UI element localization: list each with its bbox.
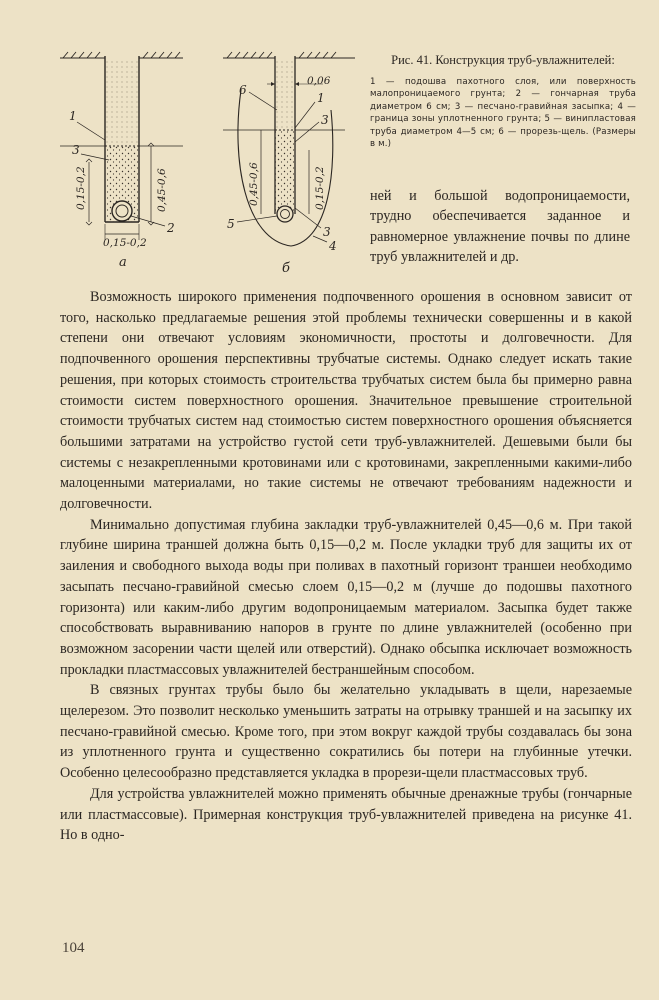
label-1b: 1 [317, 91, 325, 105]
label-3b: 3 [321, 113, 329, 127]
dim-015-02-bottom: 0,15-0,2 [103, 237, 147, 249]
label-6: 6 [239, 83, 247, 97]
dim-006: 0,06 [307, 75, 331, 87]
figure-caption [370, 52, 636, 150]
diagram-a [60, 52, 183, 270]
dim-015-02-left: 0,15-0,2 [75, 166, 87, 210]
label-3: 3 [72, 143, 80, 157]
paragraph: В связных грунтах трубы было бы желательно укладывать в щели, нарезаемые щелерезом. Это позволит несколько уменьшить затраты на отрывку траншей и на засыпку их песчано-гравийной смесью. Кроме того, при этом вокруг каждой трубы создавалась бы зона из уплотненного грунта и существенно сократились бы потери на глубинные утечки. Особенно целесообразно представляется укладка в прорези-щели пластмассовых труб. [60, 682, 632, 782]
label-3: 3 [323, 225, 331, 239]
label-a: а [119, 255, 127, 270]
dim-045-06-left: 0,45-0,6 [156, 168, 168, 212]
label-1: 1 [69, 109, 77, 123]
figure-41 [55, 50, 365, 282]
paragraph: Возможность широкого применения подпочвенного орошения в основном зависит от того, насколько предлагаемые решения этой проблемы технически совершенны и в какой степени они отвечают условиям экономичности, простоты и долговечности. Для подпочвенного орошения перспективны трубчатые системы. Однако следует искать такие решения, при которых стоимость строительства трубчатых систем была бы примерно равна стоимости систем поверхностного орошения. Значительное превышение строительной стоимости трубчатых систем над стоимостью систем поверхностного орошения объясняется большими затратами на устройство густой сети труб-увлажнителей. Дешевыми были бы системы с незакрепленными кротовинами или с кротовинами, закрепленными какими-либо малоценными материалами, но такие системы не отвечают требованиям надежности и долговечности. [60, 289, 632, 513]
diagram-b [223, 52, 355, 276]
label-4: 4 [329, 239, 337, 253]
dim-015-02-right: 0,15-0,2 [314, 166, 326, 210]
paragraph: Для устройства увлажнителей можно применять обычные дренажные трубы (гончарные или пластмассовые). Примерная конструкция труб-увлажнителей приведена на рисунке 41. Но в одно- [60, 785, 632, 844]
trench-diagram [55, 50, 365, 282]
paragraph: Минимально допустимая глубина закладки труб-увлажнителей 0,45—0,6 м. При такой глубине ширина траншей должна быть 0,15—0,2 м. После укладки труб для защиты их от заиления и свободного выхода воды при поливах в пахотный горизонт траншеи необходимо засыпать песчано-гравийной смесью слоем 0,15—0,2 м (лучше до подошвы пахотного горизонта) или каким-либо другим водопроницаемым материалом. Засыпка будет также способствовать выравниванию напоров в грунте по длине увлажнителей (особенно при возможном засорении части щелей или отверстий). Однако обсыпка исключает возможность прокладки пластмассовых увлажнителей бестраншейным способом. [60, 516, 632, 678]
label-5: 5 [227, 217, 235, 231]
label-2: 2 [167, 221, 175, 235]
body-text [60, 287, 632, 846]
caption-legend: 1 — подошва пахотного слоя, или поверхность малопроницаемого грунта; 2 — гончарная труба диаметром 6 см; 3 — песчано-гравийная засыпка; 4 — граница зоны уплотненного грунта; 5 — винипластовая труба диаметром 4—5 см; 6 — прорезь-щель. (Размеры в м.) [370, 77, 636, 150]
page-number: 104 [62, 940, 85, 956]
dim-045-06-right: 0,45-0,6 [248, 162, 260, 206]
side-text: ней и большой водопроницаемости, трудно обеспечивается заданное и равномерное увлажнение почвы по длине труб увлажнителей и др. [370, 188, 630, 265]
label-b: б [282, 261, 290, 276]
caption-title: Рис. 41. Конструкция труб-увлажнителей: [391, 53, 615, 67]
